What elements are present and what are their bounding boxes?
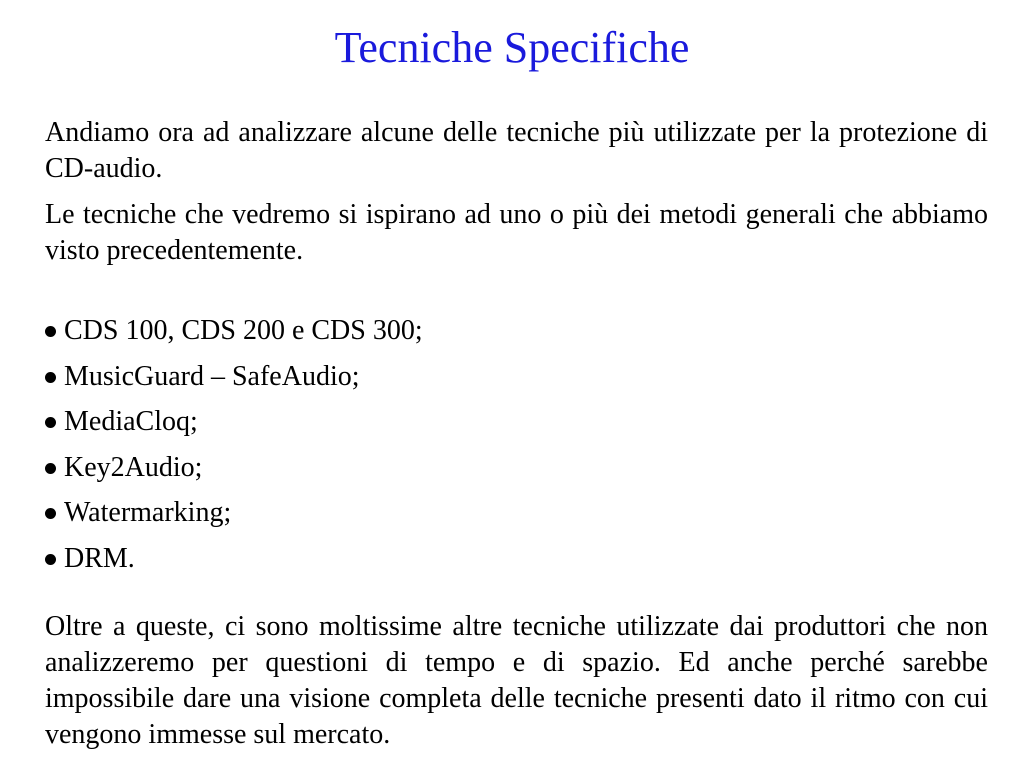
intro-paragraph-2: Le tecniche che vedremo si ispirano ad uno o più dei metodi generali che abbiamo visto precedentemente. xyxy=(45,199,988,266)
bullet-icon xyxy=(45,508,56,519)
bullet-icon xyxy=(45,417,56,428)
list-item xyxy=(45,399,423,445)
technique-list xyxy=(45,308,423,582)
bullet-icon xyxy=(45,554,56,565)
list-item-label: CDS 100, CDS 200 e CDS 300; xyxy=(64,315,423,346)
list-item-label: DRM. xyxy=(64,542,135,574)
closing-paragraph: Oltre a queste, ci sono moltissime altre tecniche utilizzate dai produttori che non analizzeremo per questioni di tempo e di spazio. Ed anche perché sarebbe impossibile dare una visione completa delle tecniche presenti dato il ritmo con cui vengono immesse sul mercato. xyxy=(45,611,988,750)
list-item xyxy=(45,308,423,354)
bullet-icon xyxy=(45,326,56,337)
list-item-label: MusicGuard – SafeAudio; xyxy=(64,360,360,392)
list-item-label: MediaCloq; xyxy=(64,406,198,438)
list-item xyxy=(45,445,423,491)
bullet-icon xyxy=(45,463,56,474)
list-item xyxy=(45,354,423,400)
list-item xyxy=(45,536,423,582)
bullet-icon xyxy=(45,372,56,383)
slide-title: Tecniche Specifiche xyxy=(334,23,690,72)
list-item-label: Watermarking; xyxy=(64,497,232,529)
intro-paragraph-1: Andiamo ora ad analizzare alcune delle tecniche più utilizzate per la protezione di CD-audio. xyxy=(45,117,988,184)
list-item xyxy=(45,490,423,536)
list-item-label: Key2Audio; xyxy=(64,451,203,483)
